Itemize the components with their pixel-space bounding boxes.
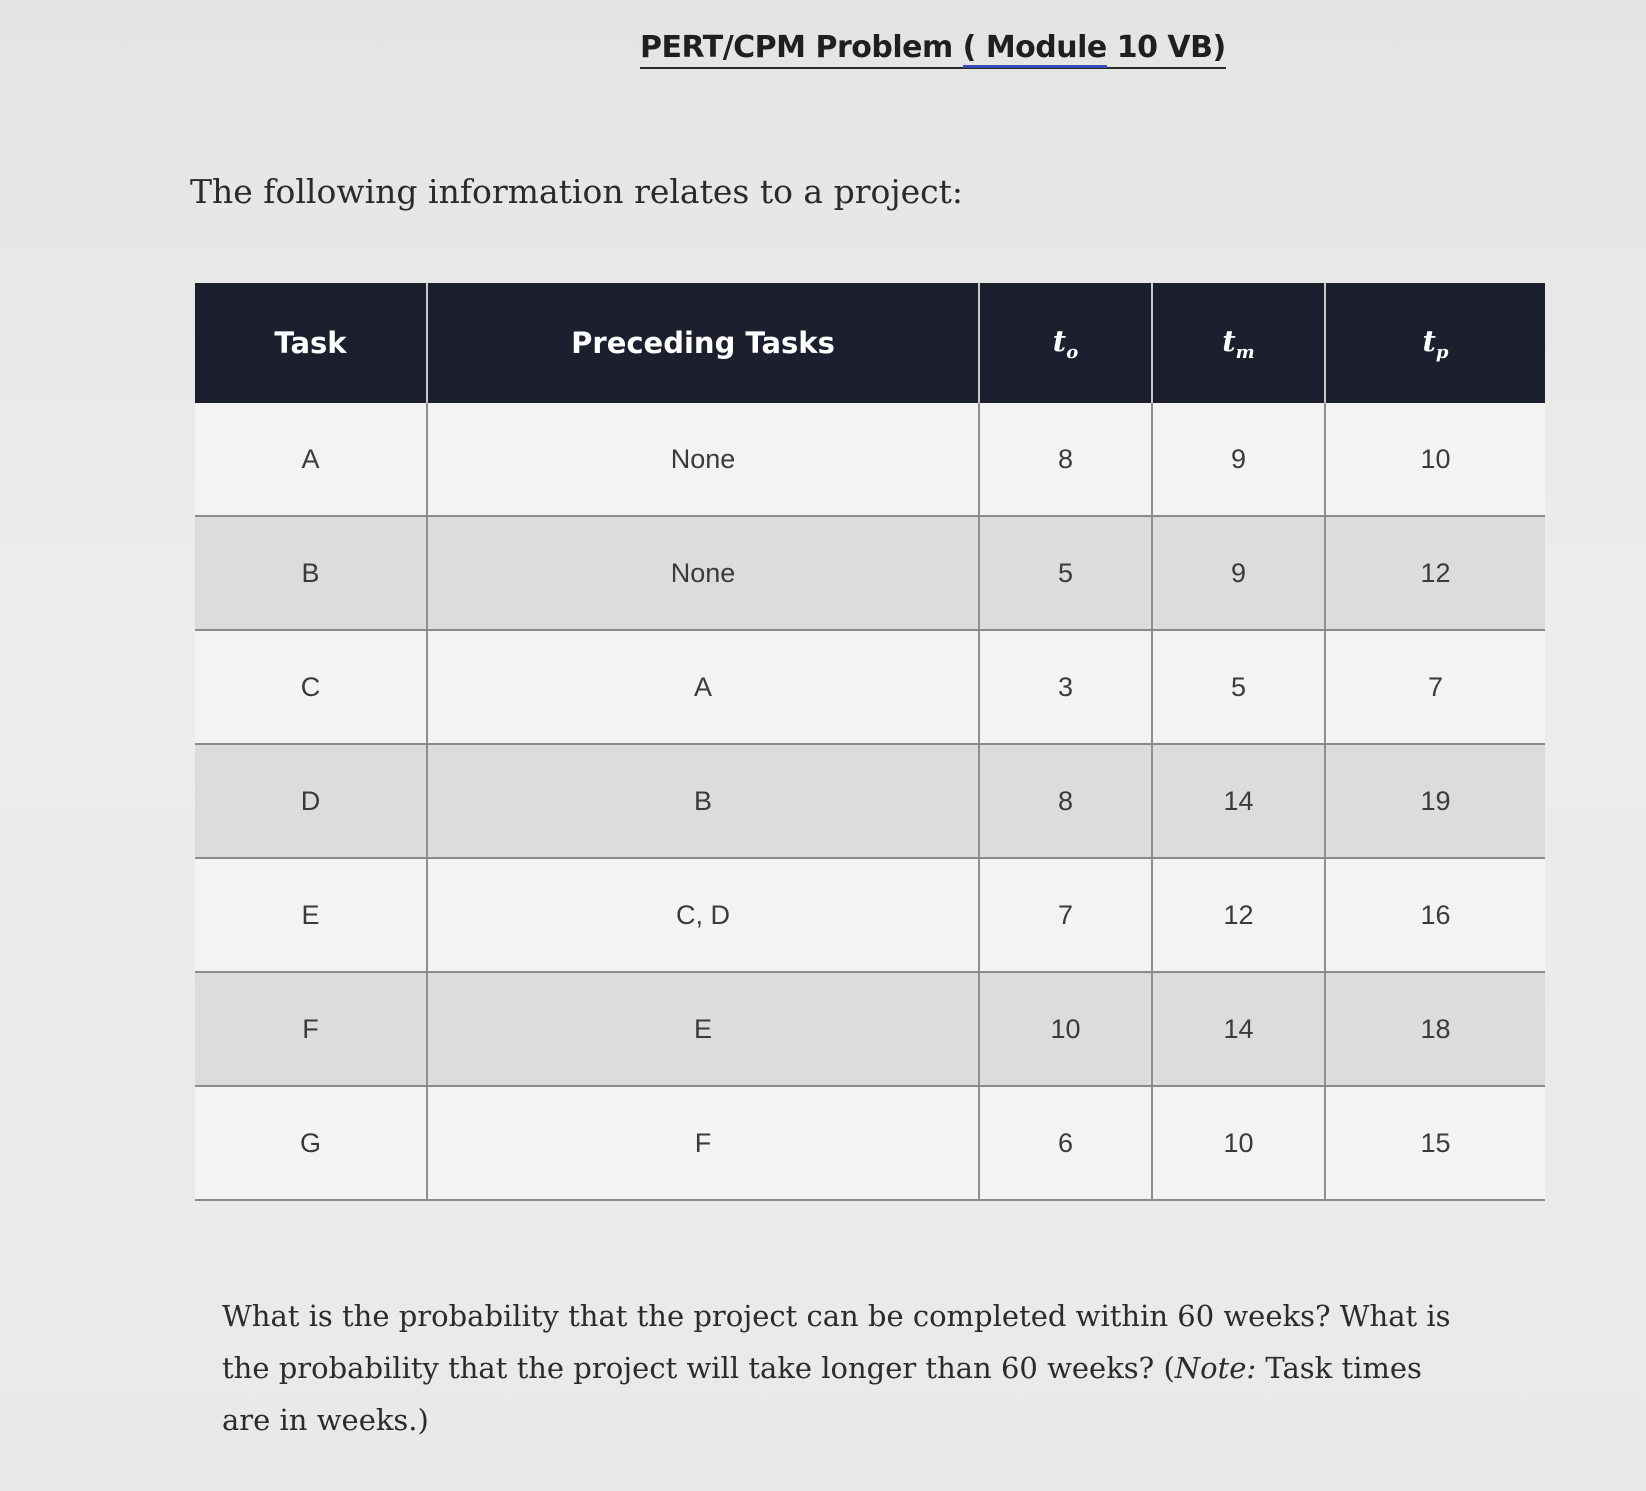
question-part1: What is the probability that the project can be completed within 60 weeks? What is the probability that the project will take longer than 60 weeks? ( (222, 1299, 1451, 1385)
header-tp (1325, 283, 1545, 403)
header-tm (1152, 283, 1325, 403)
module-link[interactable]: ( Module (963, 30, 1107, 68)
cell-task: C (195, 630, 427, 744)
question-text (222, 1290, 1472, 1446)
cell-tp: 19 (1325, 744, 1545, 858)
table-row (195, 1086, 1545, 1200)
cell-preceding: None (427, 403, 979, 516)
header-task: Task (195, 283, 427, 403)
question-note-word: Note: (1174, 1351, 1257, 1385)
title-prefix: PERT/CPM Problem (640, 30, 963, 65)
table-row (195, 744, 1545, 858)
cell-tm: 9 (1152, 516, 1325, 630)
cell-tp: 16 (1325, 858, 1545, 972)
table-row (195, 403, 1545, 516)
header-tm-t: t (1222, 323, 1236, 358)
cell-to: 6 (979, 1086, 1152, 1200)
table-header-row (195, 283, 1545, 403)
table-row (195, 516, 1545, 630)
title-suffix: 10 VB) (1106, 30, 1226, 65)
pert-table (195, 283, 1545, 1201)
table-row (195, 972, 1545, 1086)
cell-tp: 10 (1325, 403, 1545, 516)
cell-task: A (195, 403, 427, 516)
page-title (640, 30, 1226, 69)
cell-to: 5 (979, 516, 1152, 630)
cell-to: 8 (979, 403, 1152, 516)
cell-tm: 5 (1152, 630, 1325, 744)
cell-to: 10 (979, 972, 1152, 1086)
header-to (979, 283, 1152, 403)
question-part2: Task times are in weeks.) (222, 1351, 1422, 1437)
cell-tm: 14 (1152, 744, 1325, 858)
intro-text: The following information relates to a project: (190, 172, 963, 211)
cell-task: B (195, 516, 427, 630)
cell-tm: 9 (1152, 403, 1325, 516)
table-row (195, 858, 1545, 972)
cell-preceding: C, D (427, 858, 979, 972)
header-tp-t: t (1422, 323, 1436, 358)
cell-task: D (195, 744, 427, 858)
table-row (195, 630, 1545, 744)
cell-tm: 10 (1152, 1086, 1325, 1200)
cell-to: 3 (979, 630, 1152, 744)
cell-task: G (195, 1086, 427, 1200)
cell-to: 7 (979, 858, 1152, 972)
cell-tp: 7 (1325, 630, 1545, 744)
cell-tm: 12 (1152, 858, 1325, 972)
cell-preceding: E (427, 972, 979, 1086)
cell-tp: 12 (1325, 516, 1545, 630)
cell-preceding: None (427, 516, 979, 630)
cell-tm: 14 (1152, 972, 1325, 1086)
header-to-sub: o (1066, 341, 1079, 363)
header-tm-sub: m (1235, 341, 1255, 363)
cell-task: E (195, 858, 427, 972)
cell-tp: 15 (1325, 1086, 1545, 1200)
header-tp-sub: p (1435, 341, 1449, 363)
cell-preceding: F (427, 1086, 979, 1200)
cell-task: F (195, 972, 427, 1086)
cell-tp: 18 (1325, 972, 1545, 1086)
cell-preceding: A (427, 630, 979, 744)
header-to-t: t (1052, 323, 1067, 358)
header-preceding: Preceding Tasks (427, 283, 979, 403)
cell-preceding: B (427, 744, 979, 858)
cell-to: 8 (979, 744, 1152, 858)
